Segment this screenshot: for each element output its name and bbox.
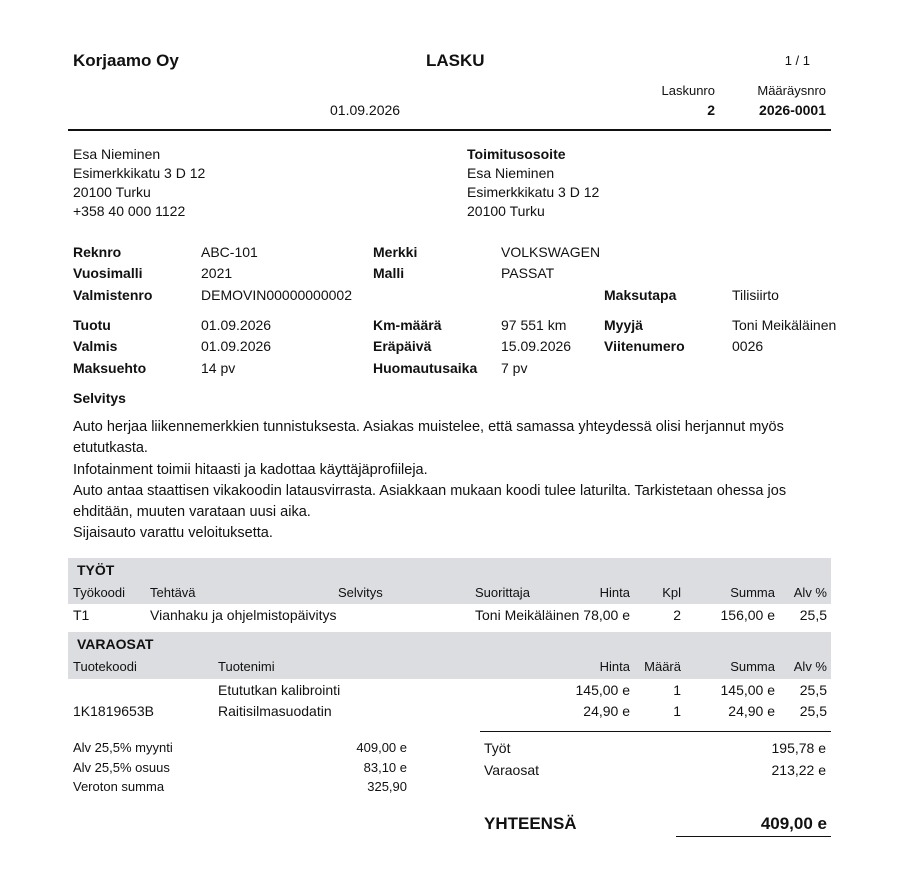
parts-total-value: 213,22 e [771,762,826,778]
vat-summary-label: Alv 25,5% myynti [73,740,173,755]
payment-method-label: Maksutapa [604,287,677,303]
work-task: Vianhaku ja ohjelmistopäivitys [150,607,337,623]
work-col-qty: Kpl [662,585,681,600]
delivery-name: Esa Nieminen [467,165,555,181]
vin-value: DEMOVIN00000000002 [201,287,352,303]
in-value: 01.09.2026 [201,317,272,333]
document-title: LASKU [426,51,485,70]
grand-total-label: YHTEENSÄ [484,814,577,833]
parts-col-sum: Summa [730,659,775,674]
vin-label: Valmistenro [73,287,153,303]
work-title: TYÖT [77,562,115,578]
parts-col-vat: Alv % [793,659,827,674]
terms-value: 14 pv [201,360,236,376]
work-col-sum: Summa [730,585,775,600]
parts-total-label: Varaosat [484,762,539,778]
description-line: Sijaisauto varattu veloituksetta. [73,525,273,542]
part-sum: 145,00 e [720,682,775,698]
page-number: 1 / 1 [784,53,810,68]
part-name: Etututkan kalibrointi [218,682,341,698]
customer-city: 20100 Turku [73,184,151,200]
parts-col-name: Tuotenimi [218,659,275,674]
parts-col-code: Tuotekoodi [73,659,137,674]
work-qty: 2 [673,607,681,623]
make-value: VOLKSWAGEN [501,244,601,260]
vat-summary-value: 83,10 e [363,760,407,775]
description-line: etututkasta. [73,440,148,457]
grand-total-underline [676,836,831,837]
work-total-label: Työt [484,740,511,756]
work-performer: Toni Meikäläinen [475,607,580,623]
delivery-city: 20100 Turku [467,203,545,219]
work-col-price: Hinta [599,585,630,600]
work-col-performer: Suorittaja [475,585,530,600]
terms-label: Maksuehto [73,360,147,376]
work-col-code: Työkoodi [73,585,126,600]
year-value: 2021 [201,265,233,281]
parts-title: VARAOSAT [77,636,154,652]
description-line: ehditään, muuten varataan uusi aika. [73,504,311,521]
customer-street: Esimerkkikatu 3 D 12 [73,165,206,181]
description-text [73,417,813,545]
description-label: Selvitys [73,390,126,406]
notice-label: Huomautusaika [373,360,478,376]
ready-label: Valmis [73,338,118,354]
model-value: PASSAT [501,265,555,281]
work-price: 78,00 e [583,607,630,623]
part-qty: 1 [673,703,681,719]
ready-value: 01.09.2026 [201,338,272,354]
invoice-number-label: Laskunro [661,83,715,98]
year-label: Vuosimalli [73,265,143,281]
part-price: 24,90 e [583,703,630,719]
vat-summary-value: 325,90 [367,779,407,794]
part-qty: 1 [673,682,681,698]
description-line: Infotainment toimii hitaasti ja kadottaa käyttäjäprofiileja. [73,461,428,478]
notice-value: 7 pv [501,360,528,376]
due-label: Eräpäivä [373,338,432,354]
vat-summary-value: 409,00 e [356,740,407,755]
grand-total-value: 409,00 e [760,814,827,833]
due-value: 15.09.2026 [501,338,572,354]
delivery-label: Toimitusosoite [467,146,566,162]
header-divider [68,129,831,131]
customer-name: Esa Nieminen [73,146,161,162]
make-label: Merkki [373,244,418,260]
order-number: 2026-0001 [759,102,826,118]
km-value: 97 551 km [501,317,567,333]
work-code: T1 [73,607,90,623]
work-col-vat: Alv % [793,585,827,600]
invoice-number: 2 [707,102,715,118]
work-vat: 25,5 [799,607,827,623]
reference-value: 0026 [732,338,764,354]
part-vat: 25,5 [799,703,827,719]
seller-value: Toni Meikäläinen [732,317,837,333]
seller-label: Myyjä [604,317,643,333]
work-col-desc: Selvitys [338,585,383,600]
vat-summary-label: Alv 25,5% osuus [73,760,170,775]
reg-label: Reknro [73,244,122,260]
customer-phone: +358 40 000 1122 [73,203,186,219]
payment-method-value: Tilisiirto [732,287,779,303]
description-line: Auto antaa staattisen vikakoodin latausvirrasta. Asiakkaan mukaan koodi tulee laturilta. Tarkistetaan ohessa jos [73,482,787,499]
work-total-value: 195,78 e [771,740,826,756]
invoice-date: 01.09.2026 [330,102,401,118]
parts-col-qty: Määrä [644,659,681,674]
part-code: 1K1819653B [73,703,154,719]
order-number-label: Määräysnro [757,83,826,98]
work-col-task: Tehtävä [150,585,196,600]
description-line: Auto herjaa liikennemerkkien tunnistuksesta. Asiakas muistelee, että samassa yhteydessä olisi herjannut myös [73,419,784,435]
company-name: Korjaamo Oy [73,51,179,70]
in-label: Tuotu [73,317,111,333]
part-vat: 25,5 [799,682,827,698]
part-sum: 24,90 e [728,703,775,719]
totals-divider [480,731,831,732]
reg-value: ABC-101 [201,244,258,260]
reference-label: Viitenumero [604,338,685,354]
vat-summary-label: Veroton summa [73,779,165,794]
delivery-street: Esimerkkikatu 3 D 12 [467,184,600,200]
model-label: Malli [373,265,405,281]
work-sum: 156,00 e [720,607,775,623]
part-price: 145,00 e [575,682,630,698]
km-label: Km-määrä [373,317,442,333]
parts-col-price: Hinta [599,659,630,674]
part-name: Raitisilmasuodatin [218,703,332,719]
